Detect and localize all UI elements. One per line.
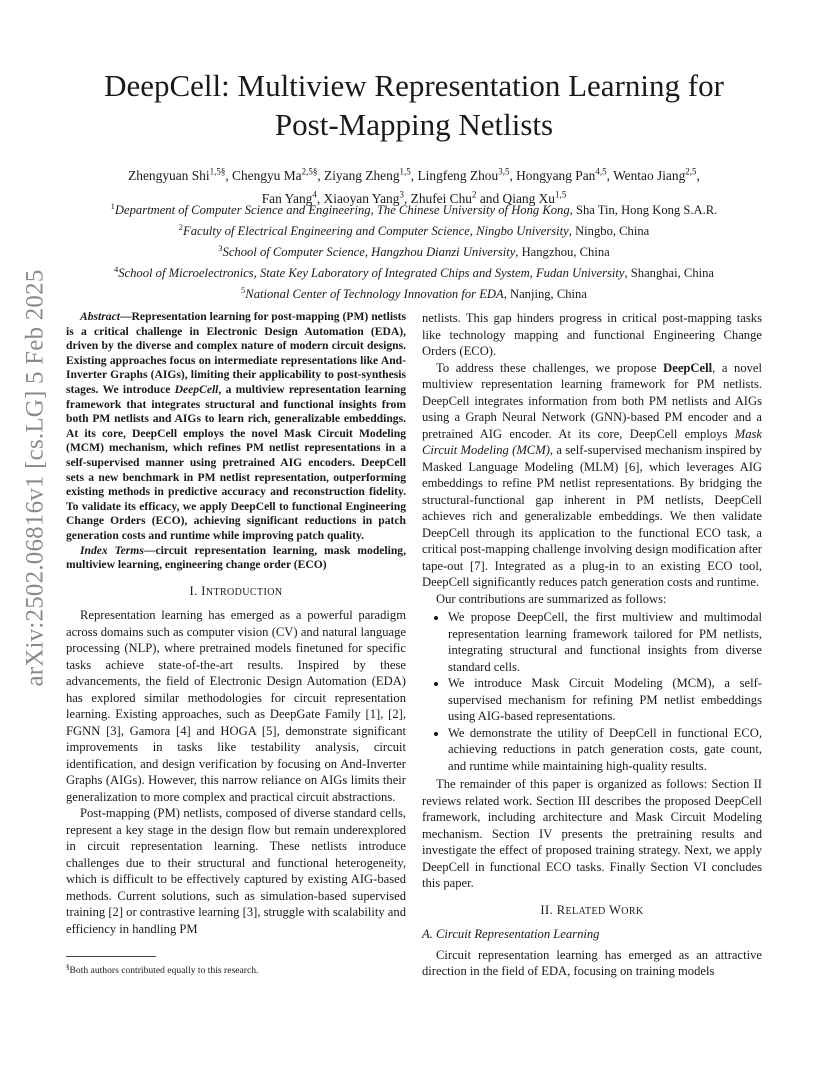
intro-paragraph-2: Post-mapping (PM) netlists, composed of diverse standard cells, represent a key stage in the design flow but remain underexplored in circuit representation learning. These netlists introduce challenges due to their structural and functional heterogeneity, which is difficult to be effectively captured by existing AIG-based methods. Current solutions, such as simulation-based supervised training [2] or contrastive learning [3], struggle with scalability and efficiency in handling PM bbox=[66, 806, 406, 936]
arxiv-identifier-stamp bbox=[16, 269, 56, 687]
title-line-1: DeepCell: Multiview Representation Learning for bbox=[104, 68, 724, 103]
right-column bbox=[422, 310, 762, 980]
contribution-item: • We introduce Mask Circuit Modeling (MCM), a self-supervised mechanism for refining PM netlist embeddings using AIG-based representations. bbox=[448, 675, 762, 725]
author: Qiang Xu$^{1,5}$ bbox=[502, 189, 567, 206]
contribution-item: • We demonstrate the utility of DeepCell in functional ECO, achieving reductions in patch generation costs, gate count, and runtime while maintaining high-quality results. bbox=[448, 725, 762, 775]
author: Xiaoyan Yang$^3$, bbox=[323, 189, 411, 206]
footnote-text: Both authors contributed equally to this research. bbox=[69, 965, 259, 977]
paper-organization-paragraph: The remainder of this paper is organized as follows: Section II reviews related work. Section III describes the proposed DeepCell framework, including architecture and Mask Circuit Modeling mechanism. Section IV presents the pretraining results and investigate the effect of proposed training strategy. Next, we apply DeepCell in functional ECO tasks. Finally Section VI concludes this paper. bbox=[422, 777, 762, 890]
contributions-intro: Our contributions are summarized as follows: bbox=[436, 591, 667, 606]
footnote-rule bbox=[66, 956, 156, 957]
index-terms: Index Terms—circuit representation learning, mask modeling, multiview learning, engineering change order (ECO) bbox=[66, 543, 406, 572]
intro-paragraph-2-continued: netlists. This gap hinders progress in critical post-mapping tasks like technology mapping and functional Engineering Change Orders (ECO). bbox=[422, 311, 762, 358]
arxiv-identifier-text: arXiv:2502.06816v1 [cs.LG] 5 Feb 2025 bbox=[22, 269, 50, 687]
footnote: §Both authors contributed equally to this research. bbox=[66, 956, 406, 977]
author: Wentao Jiang$^{2,5}$, bbox=[613, 167, 700, 184]
related-work-paragraph-1: Circuit representation learning has emerged as an attractive direction in the field of EDA, focusing on training models bbox=[422, 947, 762, 978]
author: Ziyang Zheng$^{1,5}$, bbox=[324, 167, 418, 184]
affiliation: $^2$Faculty of Electrical Engineering and Computer Science, Ningbo University, Ningbo, China bbox=[178, 221, 650, 239]
author: Zhufei Chu$^2$ and bbox=[410, 189, 503, 206]
author: Lingfeng Zhou$^{3,5}$, bbox=[417, 167, 517, 184]
author: Hongyang Pan$^{4,5}$, bbox=[516, 167, 614, 184]
affiliation-list bbox=[40, 198, 788, 303]
abstract: Abstract—Representation learning for post-mapping (PM) netlists is a critical challenge in Electronic Design Automation (EDA), driven by the diverse and complex nature of modern circuit designs. Existing approaches focus on intermediate representations like And-Inverter Graphs (AIGs), limiting their applicability to post-synthesis stages. We introduce DeepCell, a multiview representation learning framework that integrates structural and functional insights from both PM netlists and AIGs to learn rich, generalizable embeddings. At its core, DeepCell employs the novel Mask Circuit Modeling (MCM) mechanism, which refines PM netlist representations in a self-supervised manner using pretrained AIG encoders. DeepCell sets a new benchmark in PM netlist representation, outperforming existing methods in predictive accuracy and reconstruction fidelity. To validate its efficacy, we apply DeepCell to functional Engineering Change Orders (ECO), achieving significant reductions in patch generation costs and runtime while improving patch quality. bbox=[66, 310, 406, 542]
intro-paragraph-1: Representation learning has emerged as a powerful paradigm across domains such as computer vision (CV) and natural language processing (NLP), where pretrained models finetuned for specific tasks achieve state-of-the-art results. Inspired by these advancements, the field of Electronic Design Automation (EDA) has explored similar methodologies for circuit representation learning. Existing approaches, such as DeepGate Family [1], [2], FGNN [3], Gamora [4] and HOGA [5], demonstrate significant improvements in tasks like testability analysis, circuit identification, and design verification by focusing on And-Inverter Graphs (AIGs). However, this narrow reliance on AIGs limits their generalization to more complex and practical circuit abstractions. bbox=[66, 608, 406, 804]
affiliation: $^3$School of Computer Science, Hangzhou Dianzi University, Hangzhou, China bbox=[218, 242, 610, 260]
intro-paragraph-3: To address these challenges, we propose DeepCell, a novel multiview representation learning framework for PM netlists. DeepCell integrates information from both PM netlists and AIGs using a Graph Neural Network (GNN)-based PM encoder and a pretrained AIG encoder. At its core, DeepCell employs Mask Circuit Modeling (MCM), a self-supervised mechanism inspired by Masked Language Modeling (MLM) [6], which leverages AIG embeddings to refine PM netlist representations. By bridging the structural-functional gap inherent in PM netlists, DeepCell achieves rich and generalizable embeddings. We then validate DeepCell through its application to the functional ECO task, a critical post-mapping challenge involving design modification after tape-out [7]. Integrated as a plug-in to an existing ECO tool, DeepCell significantly reduces patch generation costs and runtime. bbox=[422, 360, 763, 589]
affiliation: $^4$School of Microelectronics, State Key Laboratory of Integrated Chips and System, Fudan University, Shanghai, China bbox=[113, 263, 715, 281]
contribution-list bbox=[422, 609, 762, 774]
section-heading-related-work: II. RELATED WORK bbox=[540, 902, 644, 917]
section-heading-introduction: I. INTRODUCTION bbox=[189, 583, 283, 598]
left-column bbox=[66, 310, 406, 937]
affiliation: $^5$National Center of Technology Innovation for EDA, Nanjing, China bbox=[241, 284, 587, 302]
author: Chengyu $Ma^{2,5\S}$, bbox=[232, 167, 325, 184]
title-line-2: Post-Mapping Netlists bbox=[274, 107, 554, 142]
author: Zhengyuan Shi$^{1,5\S}$, bbox=[128, 167, 233, 184]
subsection-heading-circuit-representation: A. Circuit Representation Learning bbox=[422, 927, 600, 941]
paper-title bbox=[60, 66, 768, 144]
contribution-item: • We propose DeepCell, the first multiview and multimodal representation learning framework tailored for PM netlists, integrating structural and functional insights from diverse standard cells. bbox=[448, 609, 762, 675]
affiliation: $^1$Department of Computer Science and Engineering, The Chinese University of Hong Kong, Sha Tin, Hong Kong S.A.R. bbox=[110, 201, 718, 218]
author: Fan Yang$^4$, bbox=[261, 189, 324, 206]
